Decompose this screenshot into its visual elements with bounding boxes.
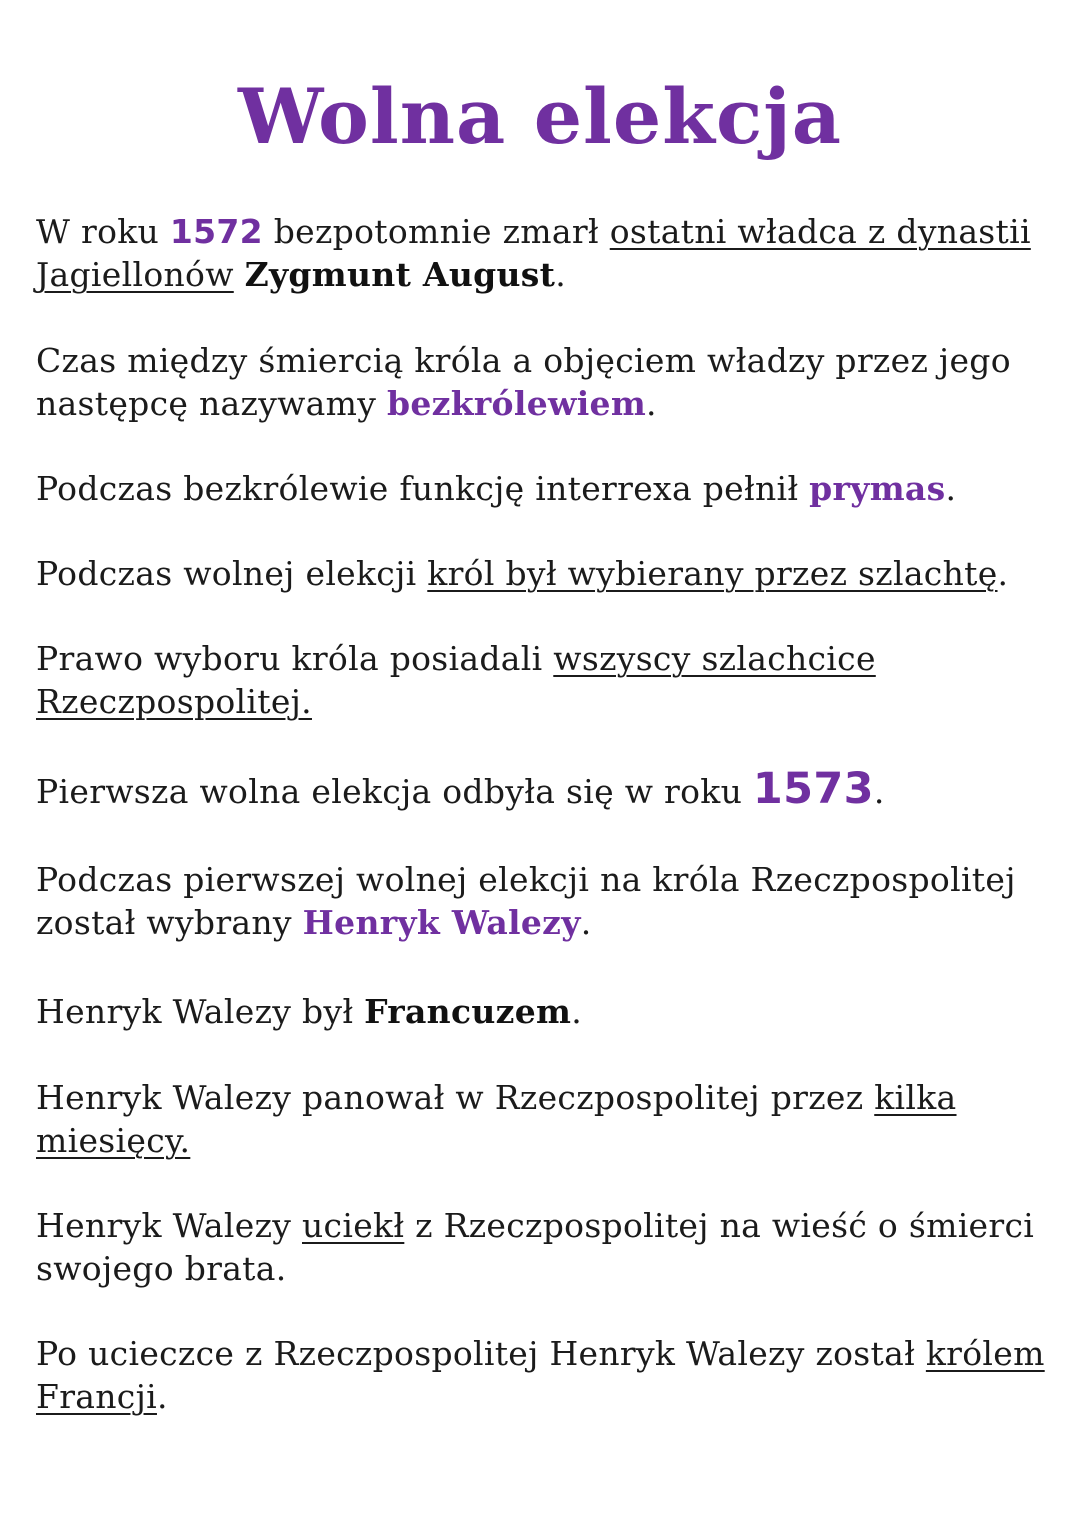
paragraph-first-king <box>36 858 1046 944</box>
paragraph-king-of-france <box>36 1332 1046 1418</box>
text: Czas między śmiercią króla a objęciem władzy przez jego następcę nazywamy <box>36 341 1011 423</box>
paragraph-escape <box>36 1204 1046 1290</box>
highlight-term: bezkrólewiem <box>386 384 647 423</box>
text: . <box>156 1377 168 1416</box>
text: Po ucieczce z Rzeczpospolitej Henryk Walezy został <box>36 1334 926 1373</box>
text: Henryk Walezy był <box>36 992 365 1031</box>
paragraph-first-election-year <box>36 764 1046 814</box>
paragraph-voting-right <box>36 637 1046 723</box>
highlight-name: Henryk Walezy <box>302 903 581 942</box>
page-title: Wolna elekcja <box>238 72 842 161</box>
text: . <box>555 255 567 294</box>
text: . <box>945 469 957 508</box>
text: Henryk Walezy <box>36 1206 302 1245</box>
text: Pierwsza wolna elekcja odbyła się w roku <box>36 772 753 811</box>
highlight-term: prymas <box>809 469 946 508</box>
highlight-year: 1573 <box>752 764 874 814</box>
paragraph-nationality <box>36 990 1046 1033</box>
text: z Rzeczpospolitej na wieść o śmierci swojego brata. <box>36 1206 1035 1288</box>
text <box>234 255 245 294</box>
bold-term: Francuzem <box>364 992 572 1031</box>
underlined-text: uciekł <box>302 1206 405 1245</box>
bold-name: Zygmunt August <box>244 255 556 294</box>
text: bezpotomnie zmarł <box>262 212 610 251</box>
paragraph-free-election <box>36 552 1046 595</box>
text: Podczas bezkrólewie funkcję interrexa pełnił <box>36 469 810 508</box>
underlined-text: królem Francji <box>36 1334 1045 1416</box>
highlight-year: 1572 <box>169 212 263 251</box>
paragraph-interregnum <box>36 339 1046 425</box>
underlined-text: ostatni władca z dynastii Jagiellonów <box>36 212 1031 294</box>
paragraph-death-of-zygmunt <box>36 210 1046 296</box>
text: Podczas wolnej elekcji <box>36 554 428 593</box>
paragraph-reign-length <box>36 1076 1046 1162</box>
text: . <box>646 384 657 423</box>
text: . <box>580 903 592 942</box>
text: Podczas pierwszej wolnej elekcji na króla Rzeczpospolitej został wybrany <box>36 860 1016 942</box>
text: Prawo wyboru króla posiadali <box>36 639 554 678</box>
underlined-text: kilka miesięcy. <box>36 1078 957 1160</box>
text: Henryk Walezy panował w Rzeczpospolitej przez <box>36 1078 875 1117</box>
underlined-text: król był wybierany przez szlachtę <box>427 554 998 593</box>
text: . <box>873 772 885 811</box>
text: . <box>997 554 1009 593</box>
text: . <box>571 992 583 1031</box>
paragraph-interrex <box>36 467 1046 510</box>
text: W roku <box>36 212 170 251</box>
underlined-text: wszyscy szlachcice Rzeczpospolitej. <box>36 639 876 721</box>
